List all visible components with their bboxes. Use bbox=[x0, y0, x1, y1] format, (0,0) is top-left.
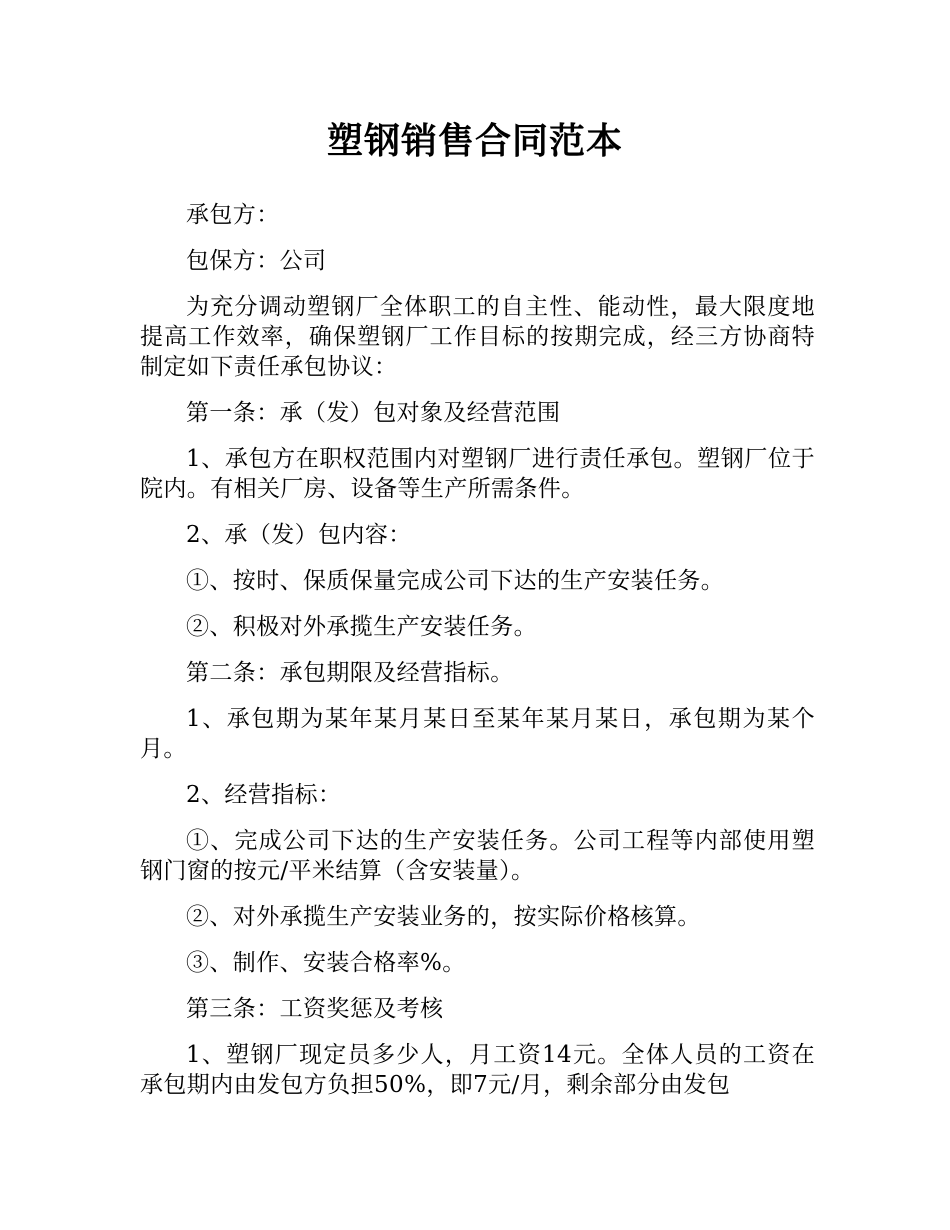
article-3-heading: 第三条：工资奖惩及考核 bbox=[186, 996, 444, 1022]
article-2-subitem-1: ①、完成公司下达的生产安装任务。公司工程等内部使用塑钢门窗的按元/平米结算（含安装量）。 bbox=[140, 828, 815, 884]
document-body bbox=[140, 200, 815, 1116]
article-1-heading: 第一条：承（发）包对象及经营范围 bbox=[186, 400, 561, 426]
article-1-subitem-1: ①、按时、保质保量完成公司下达的生产安装任务。 bbox=[186, 568, 725, 594]
document-title: 塑钢销售合同范本 bbox=[326, 121, 623, 162]
article-1-item-1: 1、承包方在职权范围内对塑钢厂进行责任承包。塑钢厂位于院内。有相关厂房、设备等生产所需条件。 bbox=[140, 446, 815, 502]
article-2-item-2: 2、经营指标： bbox=[186, 782, 342, 808]
paragraph-guarantor: 包保方：公司 bbox=[186, 248, 327, 274]
article-2-subitem-2: ②、对外承揽生产安装业务的，按实际价格核算。 bbox=[186, 904, 701, 930]
article-2-subitem-3: ③、制作、安装合格率%。 bbox=[186, 950, 466, 976]
article-2-item-1: 1、承包期为某年某月某日至某年某月某日，承包期为某个月。 bbox=[140, 706, 815, 762]
paragraph-contractor: 承包方： bbox=[186, 202, 280, 228]
article-1-subitem-2: ②、积极对外承揽生产安装任务。 bbox=[186, 614, 537, 640]
article-1-item-2: 2、承（发）包内容： bbox=[186, 522, 412, 548]
article-3-item-1: 1、塑钢厂现定员多少人，月工资14元。全体人员的工资在承包期内由发包方负担50%，即7元/月，剩余部分由发包 bbox=[140, 1042, 815, 1098]
paragraph-preamble: 为充分调动塑钢厂全体职工的自主性、能动性，最大限度地提高工作效率，确保塑钢厂工作目标的按期完成，经三方协商特制定如下责任承包协议： bbox=[140, 294, 815, 380]
article-2-heading: 第二条：承包期限及经营指标。 bbox=[186, 660, 514, 686]
